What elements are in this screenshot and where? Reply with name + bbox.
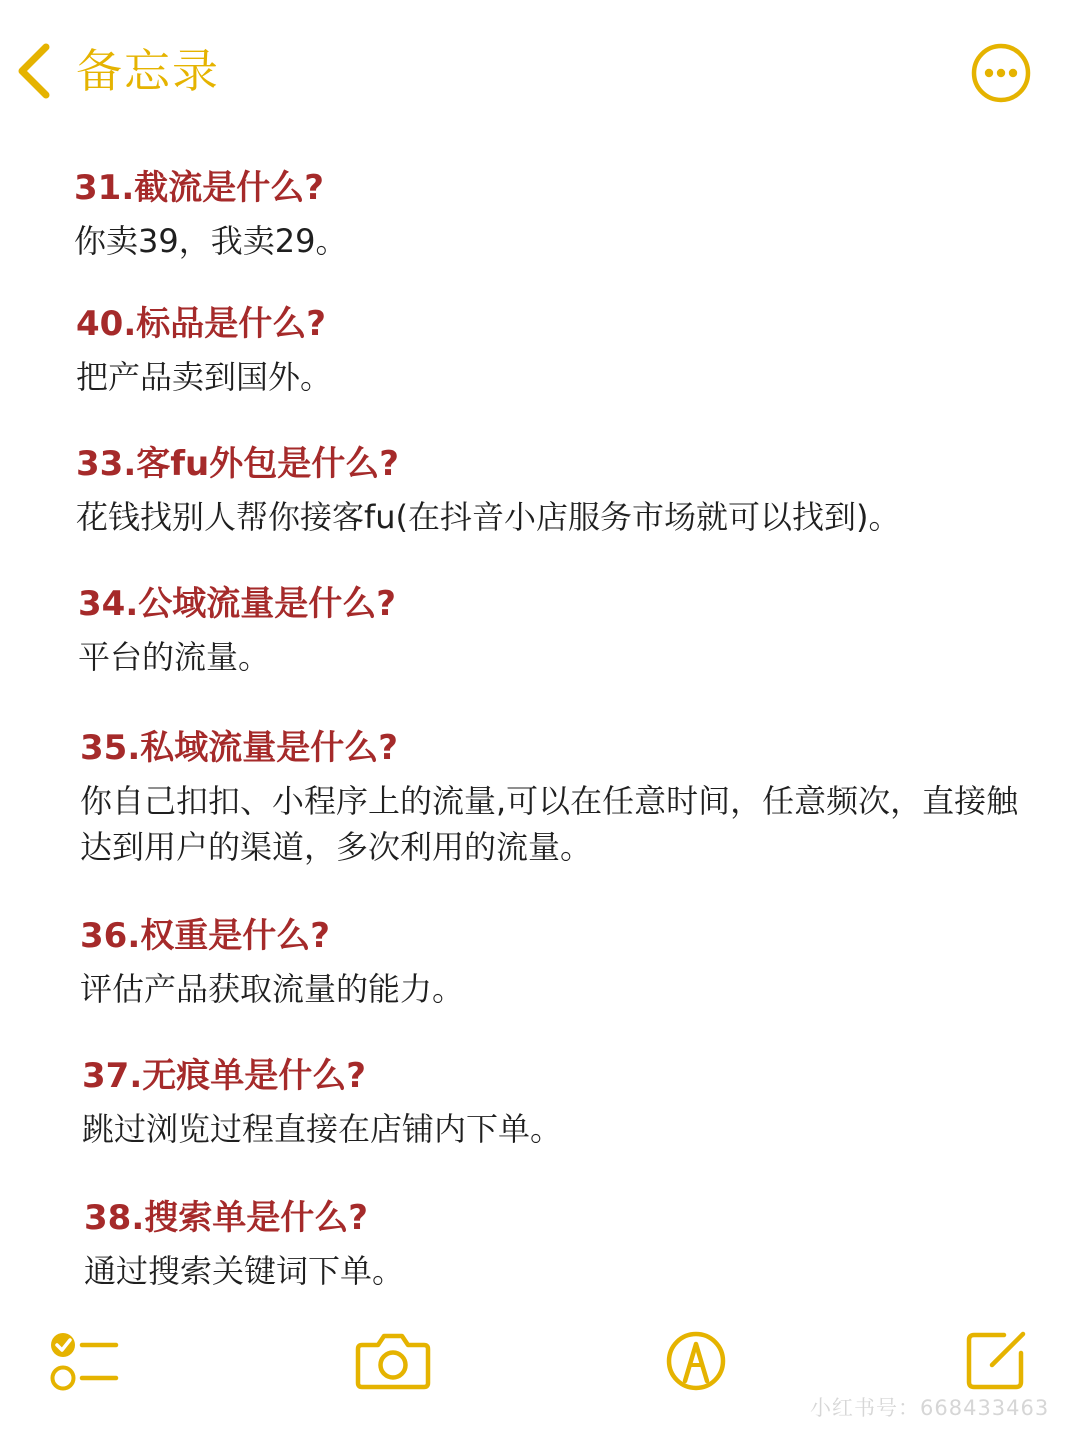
note-entry — [82, 1054, 1032, 1152]
checklist-button[interactable] — [44, 1325, 124, 1399]
watermark-text: 小红书号：668433463 — [810, 1396, 1050, 1420]
entry-answer: 把产品卖到国外。 — [76, 358, 333, 396]
entry-answer: 你卖39，我卖29。 — [74, 222, 348, 260]
entry-answer: 你自己扣扣、小程序上的流量,可以在任意时间，任意频次，直接触达到用户的渠道，多次利用的流量。 — [80, 782, 1019, 866]
entry-answer: 平台的流量。 — [78, 638, 271, 676]
entry-question: 37.无痕单是什么? — [82, 1056, 366, 1096]
back-label: 备忘录 — [76, 44, 220, 98]
entry-answer: 花钱找别人帮你接客fu(在抖音小店服务市场就可以找到)。 — [76, 498, 901, 536]
checklist-icon — [44, 1380, 124, 1399]
entry-question: 40.标品是什么? — [76, 304, 326, 344]
compose-button[interactable] — [962, 1325, 1032, 1399]
note-entry — [84, 1196, 1034, 1294]
note-entry — [78, 582, 1028, 680]
entry-answer: 评估产品获取流量的能力。 — [80, 970, 465, 1008]
entry-question: 38.搜索单是什么? — [84, 1198, 368, 1238]
markup-pen-icon — [664, 1378, 728, 1397]
entry-question: 35.私域流量是什么? — [80, 728, 398, 768]
entry-question: 33.客fu外包是什么? — [76, 444, 399, 484]
note-entry — [80, 726, 1030, 870]
markup-button[interactable] — [664, 1329, 728, 1397]
entry-answer: 跳过浏览过程直接在店铺内下单。 — [82, 1110, 563, 1148]
entry-question: 31.截流是什么? — [74, 168, 324, 208]
camera-icon — [354, 1378, 432, 1397]
note-entry — [74, 166, 1024, 264]
note-entry — [76, 442, 1026, 540]
entry-question: 34.公域流量是什么? — [78, 584, 396, 624]
note-entry — [76, 302, 1026, 400]
camera-button[interactable] — [354, 1327, 432, 1397]
entry-answer: 通过搜索关键词下单。 — [84, 1252, 405, 1290]
entry-question: 36.权重是什么? — [80, 916, 330, 956]
note-entry — [80, 914, 1030, 1012]
